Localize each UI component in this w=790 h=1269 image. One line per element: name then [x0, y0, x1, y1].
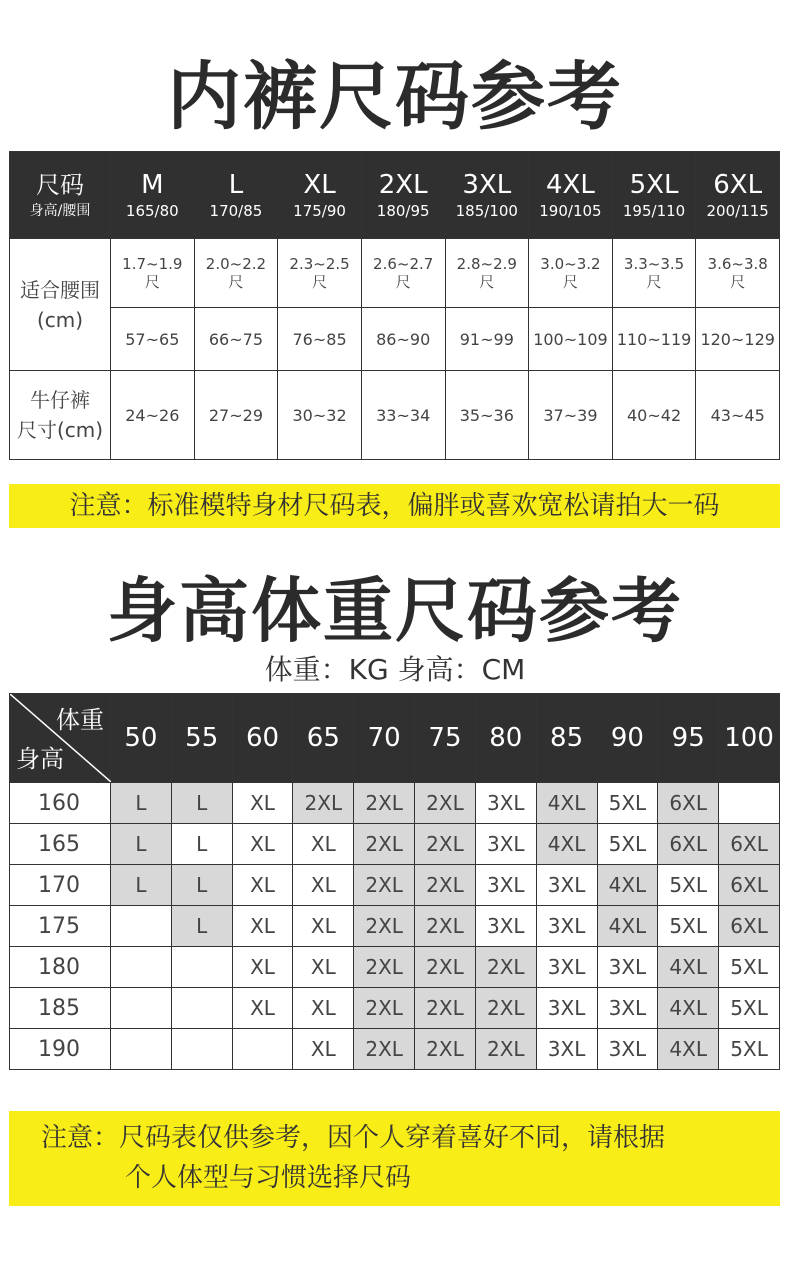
size-cell: 4XL	[658, 988, 719, 1029]
size-label: XL	[303, 170, 336, 200]
waist-jin-cell	[529, 239, 613, 308]
table-row	[10, 783, 780, 824]
size-sub: 175/90	[293, 202, 346, 220]
size-header-cell	[529, 152, 613, 239]
waist-jin-cell	[361, 239, 445, 308]
size-cell: 3XL	[536, 988, 597, 1029]
size-sub: 200/115	[706, 202, 769, 220]
size-header-cell	[361, 152, 445, 239]
weight-header-cell: 50	[111, 694, 172, 783]
size-cell	[111, 947, 172, 988]
jeans-cell: 24~26	[111, 371, 195, 460]
table-row	[10, 1029, 780, 1070]
size-header-cell	[111, 152, 195, 239]
size-label: M	[141, 170, 164, 200]
waist-cm-cell: 57~65	[111, 308, 195, 371]
waist-jin-cell	[111, 239, 195, 308]
size-cell: 2XL	[415, 906, 476, 947]
jin-range: 2.8~2.9	[456, 255, 517, 273]
size-header-row	[10, 152, 780, 239]
corner-weight-label: 体重	[56, 706, 104, 734]
weight-header-cell: 60	[232, 694, 293, 783]
size-header-corner	[10, 152, 111, 239]
size-cell: XL	[232, 988, 293, 1029]
size-cell: 3XL	[536, 1029, 597, 1070]
height-weight-body	[10, 783, 780, 1070]
weight-header-cell: 95	[658, 694, 719, 783]
jin-unit: 尺	[646, 273, 662, 291]
weight-header-cell: 55	[171, 694, 232, 783]
size-cell: 4XL	[597, 906, 658, 947]
size-cell: 2XL	[354, 906, 415, 947]
weight-header-cell: 85	[536, 694, 597, 783]
size-header-cell	[278, 152, 362, 239]
waist-cm-cell: 66~75	[194, 308, 278, 371]
size-cell: L	[171, 865, 232, 906]
jin-range: 2.0~2.2	[205, 255, 267, 273]
size-cell: 3XL	[597, 947, 658, 988]
height-weight-size-title: 身高体重尺码参考	[107, 570, 683, 652]
underwear-size-title: 内裤尺码参考	[167, 54, 623, 140]
jeans-cell: 43~45	[696, 371, 780, 460]
height-cell: 170	[10, 865, 111, 906]
size-cell: L	[111, 824, 172, 865]
size-label: 5XL	[629, 170, 679, 200]
size-cell: 6XL	[658, 783, 719, 824]
jin-range: 2.6~2.7	[373, 255, 434, 273]
weight-header-cell: 65	[293, 694, 354, 783]
jeans-label-line2: 尺寸(cm)	[16, 418, 104, 442]
size-cell: L	[171, 783, 232, 824]
jeans-cell: 35~36	[445, 371, 529, 460]
size-sub: 190/105	[539, 202, 602, 220]
size-cell: 2XL	[354, 824, 415, 865]
height-cell: 165	[10, 824, 111, 865]
size-cell: 5XL	[658, 906, 719, 947]
size-header-cell	[194, 152, 278, 239]
size-cell	[171, 988, 232, 1029]
size-corner-sub: 身高/腰围	[29, 203, 91, 219]
table-corner-header	[10, 694, 111, 783]
waist-cm-cell: 86~90	[361, 308, 445, 371]
size-cell: 3XL	[475, 865, 536, 906]
jeans-row	[10, 371, 780, 460]
size-cell: 5XL	[597, 783, 658, 824]
size-cell	[171, 1029, 232, 1070]
jin-range: 3.6~3.8	[707, 255, 768, 273]
size-cell: XL	[293, 824, 354, 865]
size-sub: 165/80	[125, 202, 179, 220]
size-cell: 3XL	[536, 865, 597, 906]
size-header-cell	[445, 152, 529, 239]
jeans-cell: 37~39	[529, 371, 613, 460]
size-cell: XL	[232, 783, 293, 824]
size-cell: XL	[232, 906, 293, 947]
weight-header-cell: 90	[597, 694, 658, 783]
waist-cm-cell: 110~119	[612, 308, 696, 371]
size-sub: 195/110	[622, 202, 686, 220]
table-row	[10, 865, 780, 906]
size-cell: 2XL	[354, 947, 415, 988]
size-cell	[232, 1029, 293, 1070]
weight-header-cell: 75	[415, 694, 476, 783]
height-cell: 175	[10, 906, 111, 947]
jeans-cell: 30~32	[278, 371, 362, 460]
jin-range: 2.3~2.5	[289, 255, 350, 273]
table-row	[10, 988, 780, 1029]
size-cell: 3XL	[536, 906, 597, 947]
size-cell: XL	[293, 988, 354, 1029]
height-cell: 190	[10, 1029, 111, 1070]
waist-jin-cell	[445, 239, 529, 308]
size-cell: 5XL	[719, 947, 780, 988]
size-cell: XL	[232, 824, 293, 865]
waist-jin-cell	[612, 239, 696, 308]
size-cell: 2XL	[475, 1029, 536, 1070]
reference-note-line1: 注意：尺码表仅供参考，因个人穿着喜好不同，请根据	[41, 1123, 666, 1153]
size-cell: 3XL	[597, 1029, 658, 1070]
size-cell: 4XL	[658, 947, 719, 988]
size-sub: 185/100	[455, 202, 518, 220]
size-cell: 2XL	[415, 1029, 476, 1070]
size-cell	[719, 783, 780, 824]
size-cell: 3XL	[475, 783, 536, 824]
table-row	[10, 824, 780, 865]
jeans-cell: 27~29	[194, 371, 278, 460]
size-cell: L	[111, 783, 172, 824]
waist-cm-cell: 100~109	[529, 308, 613, 371]
waist-jin-cell	[278, 239, 362, 308]
waist-jin-cell	[194, 239, 278, 308]
size-cell: 6XL	[719, 906, 780, 947]
underwear-size-table	[9, 151, 780, 460]
size-header-cell	[696, 152, 780, 239]
waist-cm-cell: 120~129	[696, 308, 780, 371]
reference-note-banner	[9, 1111, 780, 1206]
size-cell: 3XL	[536, 947, 597, 988]
waist-jin-row	[10, 239, 780, 308]
jin-range: 3.3~3.5	[623, 255, 685, 273]
size-label: L	[228, 170, 244, 200]
size-cell: 3XL	[597, 988, 658, 1029]
jeans-row-label	[10, 371, 111, 460]
size-cell	[111, 988, 172, 1029]
height-weight-size-table	[9, 693, 780, 1070]
waist-cm-cell: 76~85	[278, 308, 362, 371]
reference-note-line2: 个人体型与习惯选择尺码	[125, 1163, 412, 1193]
table-row	[10, 906, 780, 947]
jin-unit: 尺	[312, 273, 328, 291]
height-cell: 185	[10, 988, 111, 1029]
size-cell: 2XL	[354, 865, 415, 906]
size-cell: 2XL	[475, 988, 536, 1029]
jin-unit: 尺	[228, 273, 244, 291]
size-cell: 2XL	[293, 783, 354, 824]
size-cell	[111, 1029, 172, 1070]
height-cell: 160	[10, 783, 111, 824]
size-cell: 2XL	[415, 783, 476, 824]
height-cell: 180	[10, 947, 111, 988]
waist-jin-cell	[696, 239, 780, 308]
jin-range: 3.0~3.2	[540, 255, 601, 273]
table-row	[10, 947, 780, 988]
size-corner-label: 尺码	[36, 171, 84, 199]
waist-label-line2: (cm)	[36, 307, 84, 332]
size-cell: 4XL	[658, 1029, 719, 1070]
jin-unit: 尺	[730, 273, 746, 291]
size-cell: 5XL	[719, 988, 780, 1029]
size-label: 6XL	[713, 170, 763, 200]
size-cell: 5XL	[597, 824, 658, 865]
size-cell: 2XL	[415, 988, 476, 1029]
size-cell: 2XL	[415, 824, 476, 865]
size-cell: 3XL	[475, 906, 536, 947]
size-cell: 6XL	[658, 824, 719, 865]
size-cell: 2XL	[415, 947, 476, 988]
size-cell: XL	[293, 865, 354, 906]
jeans-cell: 33~34	[361, 371, 445, 460]
size-label: 3XL	[462, 170, 512, 200]
size-sub: 180/95	[376, 202, 430, 220]
size-cell	[171, 947, 232, 988]
weight-header-cell: 80	[475, 694, 536, 783]
size-cell: 5XL	[719, 1029, 780, 1070]
size-label: 2XL	[378, 170, 428, 200]
jeans-cell: 40~42	[612, 371, 696, 460]
size-cell: 2XL	[475, 947, 536, 988]
size-cell	[111, 906, 172, 947]
size-cell: XL	[232, 865, 293, 906]
size-cell: 4XL	[536, 824, 597, 865]
size-cell: L	[171, 824, 232, 865]
size-cell: 6XL	[719, 865, 780, 906]
size-cell: 6XL	[719, 824, 780, 865]
size-sub: 170/85	[209, 202, 263, 220]
size-cell: XL	[232, 947, 293, 988]
jin-unit: 尺	[562, 273, 578, 291]
size-cell: 2XL	[354, 1029, 415, 1070]
waist-row-label	[10, 239, 111, 371]
jin-range: 1.7~1.9	[122, 255, 183, 273]
waist-cm-row	[10, 308, 780, 371]
weight-header-cell: 100	[719, 694, 780, 783]
size-cell: 2XL	[354, 783, 415, 824]
size-cell: XL	[293, 947, 354, 988]
size-cell: L	[171, 906, 232, 947]
jin-unit: 尺	[479, 273, 495, 291]
jin-unit: 尺	[144, 273, 160, 291]
weight-header-row	[10, 694, 780, 783]
jin-unit: 尺	[395, 273, 411, 291]
size-cell: XL	[293, 906, 354, 947]
size-cell: 2XL	[354, 988, 415, 1029]
jeans-label-line1: 牛仔裤	[30, 388, 90, 412]
size-note-banner: 注意：标准模特身材尺码表，偏胖或喜欢宽松请拍大一码	[9, 484, 780, 528]
size-label: 4XL	[546, 170, 595, 200]
size-cell: 5XL	[658, 865, 719, 906]
unit-note: 体重：KG 身高：CM	[264, 653, 526, 686]
weight-header-cell: 70	[354, 694, 415, 783]
size-cell: L	[111, 865, 172, 906]
waist-cm-cell: 91~99	[445, 308, 529, 371]
size-cell: 2XL	[415, 865, 476, 906]
size-cell: 4XL	[597, 865, 658, 906]
size-header-cell	[612, 152, 696, 239]
waist-label-line1: 适合腰围	[20, 277, 100, 302]
size-cell: XL	[293, 1029, 354, 1070]
size-cell: 3XL	[475, 824, 536, 865]
corner-height-label: 身高	[16, 745, 64, 773]
size-cell: 4XL	[536, 783, 597, 824]
